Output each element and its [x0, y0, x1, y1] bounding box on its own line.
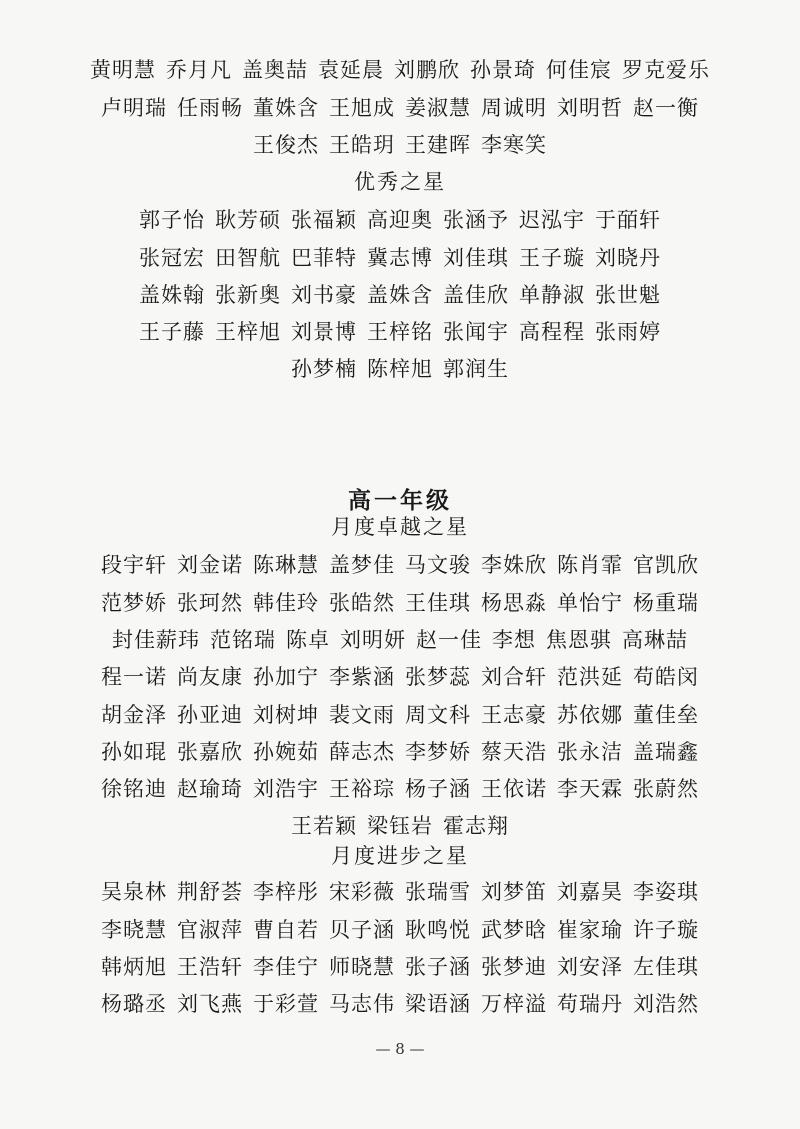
student-name: 郭子怡: [139, 208, 205, 232]
student-name: 苟瑞丹: [557, 992, 623, 1016]
student-name: 孙如琨: [101, 740, 167, 764]
student-name: 师晓慧: [329, 955, 395, 979]
student-name: 孙加宁: [253, 665, 319, 689]
student-name: 盖奥喆: [242, 58, 308, 82]
student-name: 王梓铭: [367, 320, 433, 344]
student-name: 李梓彤: [253, 880, 319, 904]
student-name: 杨子涵: [405, 777, 471, 801]
student-name: 任雨畅: [177, 96, 243, 120]
student-name: 于彩萱: [253, 992, 319, 1016]
student-name: 刘安泽: [557, 955, 623, 979]
excellence-row: [0, 551, 800, 579]
student-name: 李姿琪: [633, 880, 699, 904]
student-name: 陈琳慧: [253, 553, 319, 577]
progress-row: [0, 878, 800, 906]
student-name: 张雨婷: [595, 320, 661, 344]
top-row: [0, 94, 800, 122]
student-name: 刘晓丹: [595, 246, 661, 270]
progress-row: [0, 953, 800, 981]
student-name: 裴文雨: [329, 703, 395, 727]
student-name: 刘明妍: [340, 628, 406, 652]
student-name: 蔡天浩: [481, 740, 547, 764]
progress-row: [0, 990, 800, 1018]
student-name: 高程程: [519, 320, 585, 344]
excellent-row: [0, 244, 800, 272]
student-name: 刘浩然: [633, 992, 699, 1016]
student-name: 苟皓闵: [633, 665, 699, 689]
excellence-row: [0, 812, 800, 840]
student-name: 梁钰岩: [367, 814, 433, 838]
top-row: [0, 131, 800, 159]
student-name: 韩佳玲: [253, 591, 319, 615]
student-name: 杨思淼: [481, 591, 547, 615]
student-name: 吴泉林: [101, 880, 167, 904]
student-name: 张冠宏: [139, 246, 205, 270]
student-name: 张珂然: [177, 591, 243, 615]
student-name: 孙梦楠: [291, 357, 357, 381]
monthly-progress-heading: 月度进步之星: [331, 844, 469, 868]
student-name: 周文科: [405, 703, 471, 727]
student-name: 徐铭迪: [101, 777, 167, 801]
student-name: 单静淑: [519, 283, 585, 307]
student-name: 陈卓: [286, 628, 330, 652]
student-name: 刘梦笛: [481, 880, 547, 904]
student-name: 张梦迪: [481, 955, 547, 979]
student-name: 焦恩骐: [546, 628, 612, 652]
student-name: 王裕琮: [329, 777, 395, 801]
student-name: 迟泓宇: [519, 208, 585, 232]
student-name: 荆舒荟: [177, 880, 243, 904]
excellent-row: [0, 355, 800, 383]
excellence-row: [0, 701, 800, 729]
student-name: 刘树坤: [253, 703, 319, 727]
student-name: 李寒笑: [481, 133, 547, 157]
student-name: 李佳宁: [253, 955, 319, 979]
student-name: 刘合轩: [481, 665, 547, 689]
student-name: 程一诺: [101, 665, 167, 689]
student-name: 于皕轩: [595, 208, 661, 232]
student-name: 盖姝含: [367, 283, 433, 307]
student-name: 盖佳欣: [443, 283, 509, 307]
top-row: [0, 56, 800, 84]
excellent-row: [0, 281, 800, 309]
student-name: 王浩轩: [177, 955, 243, 979]
student-name: 高琳喆: [622, 628, 688, 652]
student-name: 张皓然: [329, 591, 395, 615]
grade-title: 高一年级: [348, 487, 452, 514]
student-name: 袁延晨: [318, 58, 384, 82]
student-name: 刘佳琪: [443, 246, 509, 270]
student-name: 盖瑞鑫: [633, 740, 699, 764]
progress-row: [0, 916, 800, 944]
student-name: 孙亚迪: [177, 703, 243, 727]
student-name: 王依诺: [481, 777, 547, 801]
student-name: 李想: [492, 628, 536, 652]
student-name: 范洪延: [557, 665, 623, 689]
student-name: 胡金泽: [101, 703, 167, 727]
student-name: 姜淑慧: [405, 96, 471, 120]
student-name: 张梦蕊: [405, 665, 471, 689]
excellence-row: [0, 589, 800, 617]
student-name: 赵一佳: [416, 628, 482, 652]
student-name: 马文骏: [405, 553, 471, 577]
student-name: 董佳垒: [633, 703, 699, 727]
student-name: 何佳宸: [546, 58, 612, 82]
excellence-row: [0, 663, 800, 691]
student-name: 赵瑜琦: [177, 777, 243, 801]
student-name: 李梦娇: [405, 740, 471, 764]
student-name: 郭润生: [443, 357, 509, 381]
student-name: 薛志杰: [329, 740, 395, 764]
student-name: 孙景琦: [470, 58, 536, 82]
student-name: 梁语涵: [405, 992, 471, 1016]
student-name: 韩炳旭: [101, 955, 167, 979]
student-name: 张子涵: [405, 955, 471, 979]
student-name: 田智航: [215, 246, 281, 270]
student-name: 王俊杰: [253, 133, 319, 157]
student-name: 黄明慧: [90, 58, 156, 82]
student-name: 曹自若: [253, 918, 319, 942]
student-name: 贝子涵: [329, 918, 395, 942]
student-name: 刘飞燕: [177, 992, 243, 1016]
excellent-row: [0, 318, 800, 346]
student-name: 刘书豪: [291, 283, 357, 307]
student-name: 万梓溢: [481, 992, 547, 1016]
student-name: 王子璇: [519, 246, 585, 270]
student-name: 张蔚然: [633, 777, 699, 801]
student-name: 王佳琪: [405, 591, 471, 615]
student-name: 张世魁: [595, 283, 661, 307]
student-name: 李天霖: [557, 777, 623, 801]
student-name: 陈肖霏: [557, 553, 623, 577]
student-name: 刘景博: [291, 320, 357, 344]
student-name: 刘金诺: [177, 553, 243, 577]
monthly-excellence-heading: 月度卓越之星: [331, 515, 469, 539]
student-name: 王志豪: [481, 703, 547, 727]
excellence-row: [0, 626, 800, 654]
excellence-row: [0, 738, 800, 766]
student-name: 董姝含: [253, 96, 319, 120]
student-name: 李姝欣: [481, 553, 547, 577]
student-name: 卢明瑞: [101, 96, 167, 120]
student-name: 乔月凡: [166, 58, 232, 82]
student-name: 张永洁: [557, 740, 623, 764]
student-name: 王若颖: [291, 814, 357, 838]
student-name: 王建晖: [405, 133, 471, 157]
student-name: 耿芳硕: [215, 208, 281, 232]
student-name: 李紫涵: [329, 665, 395, 689]
student-name: 范梦娇: [101, 591, 167, 615]
student-name: 耿鸣悦: [405, 918, 471, 942]
student-name: 刘鹏欣: [394, 58, 460, 82]
student-name: 范铭瑞: [210, 628, 276, 652]
student-name: 霍志翔: [443, 814, 509, 838]
student-name: 张瑞雪: [405, 880, 471, 904]
student-name: 盖姝翰: [139, 283, 205, 307]
student-name: 罗克爱乐: [622, 58, 710, 82]
student-name: 赵一衡: [633, 96, 699, 120]
student-name: 官凯欣: [633, 553, 699, 577]
student-name: 封佳薪玮: [112, 628, 200, 652]
student-name: 巴菲特: [291, 246, 357, 270]
student-name: 孙婉茹: [253, 740, 319, 764]
student-name: 刘嘉昊: [557, 880, 623, 904]
student-name: 王子藤: [139, 320, 205, 344]
student-name: 单怡宁: [557, 591, 623, 615]
student-name: 张嘉欣: [177, 740, 243, 764]
student-name: 段宇轩: [101, 553, 167, 577]
student-name: 李晓慧: [101, 918, 167, 942]
student-name: 苏依娜: [557, 703, 623, 727]
student-name: 冀志博: [367, 246, 433, 270]
student-name: 高迎奥: [367, 208, 433, 232]
student-name: 王皓玥: [329, 133, 395, 157]
excellence-row: [0, 775, 800, 803]
student-name: 许子璇: [633, 918, 699, 942]
student-name: 张福颖: [291, 208, 357, 232]
excellent-star-heading: 优秀之星: [354, 170, 446, 194]
page-number: — 8 —: [375, 1040, 425, 1058]
student-name: 张闻宇: [443, 320, 509, 344]
student-name: 尚友康: [177, 665, 243, 689]
student-name: 宋彩薇: [329, 880, 395, 904]
student-name: 官淑萍: [177, 918, 243, 942]
excellent-row: [0, 206, 800, 234]
student-name: 盖梦佳: [329, 553, 395, 577]
student-name: 张新奥: [215, 283, 281, 307]
student-name: 刘浩宇: [253, 777, 319, 801]
student-name: 马志伟: [329, 992, 395, 1016]
student-name: 王旭成: [329, 96, 395, 120]
student-name: 王梓旭: [215, 320, 281, 344]
student-name: 杨重瑞: [633, 591, 699, 615]
student-name: 陈梓旭: [367, 357, 433, 381]
student-name: 左佳琪: [633, 955, 699, 979]
student-name: 杨璐丞: [101, 992, 167, 1016]
student-name: 周诚明: [481, 96, 547, 120]
student-name: 张涵予: [443, 208, 509, 232]
student-name: 武梦晗: [481, 918, 547, 942]
student-name: 崔家瑜: [557, 918, 623, 942]
student-name: 刘明哲: [557, 96, 623, 120]
